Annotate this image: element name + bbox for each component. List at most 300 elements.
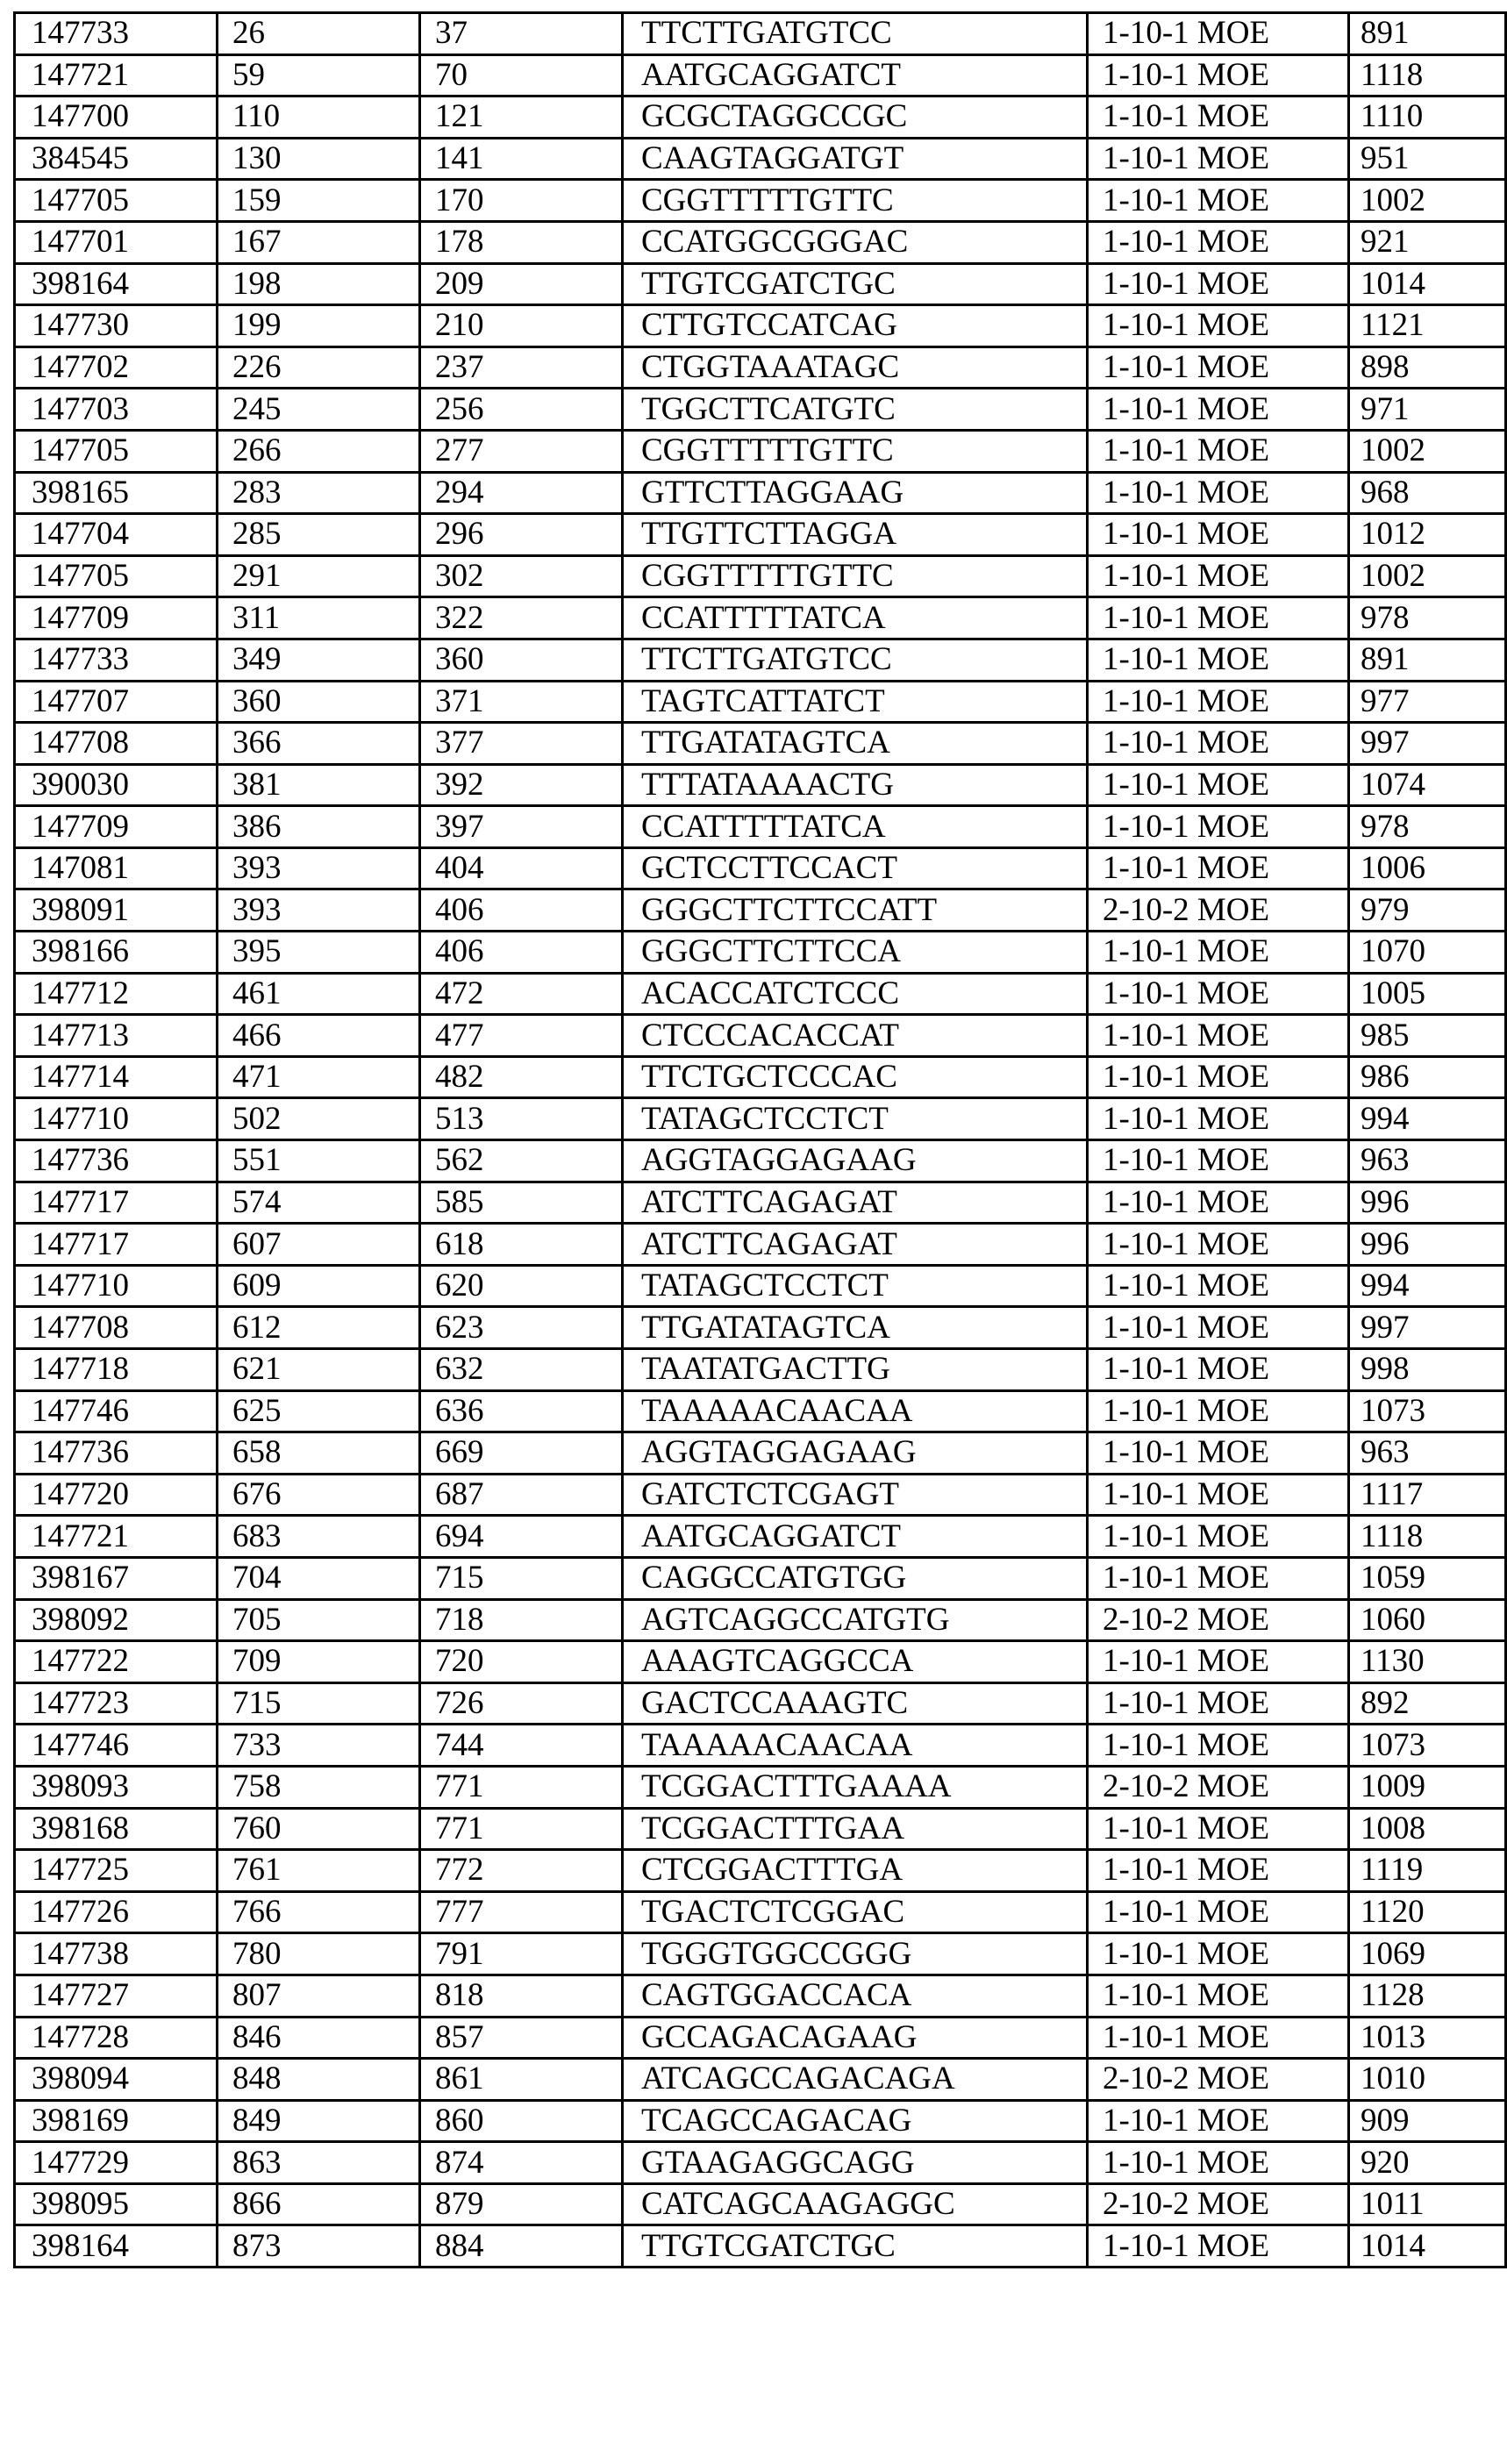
table-row (15, 2100, 1506, 2142)
target-stop-cell: 210 (420, 305, 623, 347)
isis-number-cell: 147708 (15, 723, 218, 765)
sequence-cell: TTGATATAGTCA (623, 723, 1088, 765)
sequence-cell: CCATTTTTATCA (623, 806, 1088, 848)
motif-cell: 2-10-2 MOE (1088, 889, 1349, 932)
seq-id-cell: 891 (1349, 13, 1506, 55)
motif-cell: 1-10-1 MOE (1088, 138, 1349, 180)
sequence-cell: TTTATAAAACTG (623, 764, 1088, 806)
isis-number-cell: 147708 (15, 1307, 218, 1349)
target-stop-cell: 406 (420, 932, 623, 974)
target-stop-cell: 482 (420, 1056, 623, 1098)
sequence-cell: TCAGCCAGACAG (623, 2100, 1088, 2142)
seq-id-cell: 921 (1349, 221, 1506, 263)
seq-id-cell: 891 (1349, 639, 1506, 681)
motif-cell: 1-10-1 MOE (1088, 555, 1349, 597)
sequence-cell: TATAGCTCCTCT (623, 1098, 1088, 1140)
target-stop-cell: 772 (420, 1850, 623, 1892)
motif-cell: 1-10-1 MOE (1088, 1432, 1349, 1475)
seq-id-cell: 1070 (1349, 932, 1506, 974)
table-row (15, 180, 1506, 222)
isis-number-cell: 147713 (15, 1015, 218, 1057)
isis-number-cell: 390030 (15, 764, 218, 806)
motif-cell: 1-10-1 MOE (1088, 681, 1349, 723)
target-stop-cell: 585 (420, 1182, 623, 1224)
target-stop-cell: 377 (420, 723, 623, 765)
sequence-cell: TGACTCTCGGAC (623, 1891, 1088, 1933)
motif-cell: 1-10-1 MOE (1088, 1850, 1349, 1892)
target-start-cell: 466 (218, 1015, 420, 1057)
sequence-cell: CAGTGGACCACA (623, 1975, 1088, 2017)
isis-number-cell: 147710 (15, 1265, 218, 1307)
target-start-cell: 846 (218, 2017, 420, 2059)
table-row (15, 2183, 1506, 2225)
table-row (15, 1933, 1506, 1975)
target-stop-cell: 406 (420, 889, 623, 932)
sequence-cell: TGGGTGGCCGGG (623, 1933, 1088, 1975)
target-stop-cell: 277 (420, 430, 623, 472)
isis-number-cell: 147081 (15, 847, 218, 889)
motif-cell: 1-10-1 MOE (1088, 639, 1349, 681)
seq-id-cell: 1002 (1349, 180, 1506, 222)
motif-cell: 2-10-2 MOE (1088, 1766, 1349, 1808)
sequence-cell: CTCGGACTTTGA (623, 1850, 1088, 1892)
table-body (15, 13, 1506, 2268)
target-stop-cell: 296 (420, 514, 623, 556)
sequence-cell: TGGCTTCATGTC (623, 389, 1088, 431)
isis-number-cell: 147704 (15, 514, 218, 556)
isis-number-cell: 398169 (15, 2100, 218, 2142)
sequence-cell: CGGTTTTTGTTC (623, 180, 1088, 222)
seq-id-cell: 1119 (1349, 1850, 1506, 1892)
motif-cell: 2-10-2 MOE (1088, 1599, 1349, 1641)
table-row (15, 1641, 1506, 1683)
table-row (15, 1975, 1506, 2017)
isis-number-cell: 147725 (15, 1850, 218, 1892)
target-stop-cell: 513 (420, 1098, 623, 1140)
seq-id-cell: 1014 (1349, 263, 1506, 305)
table-row (15, 1182, 1506, 1224)
motif-cell: 1-10-1 MOE (1088, 96, 1349, 139)
seq-id-cell: 1012 (1349, 514, 1506, 556)
isis-number-cell: 398168 (15, 1808, 218, 1850)
target-start-cell: 863 (218, 2142, 420, 2184)
target-stop-cell: 178 (420, 221, 623, 263)
motif-cell: 1-10-1 MOE (1088, 1056, 1349, 1098)
target-stop-cell: 874 (420, 2142, 623, 2184)
motif-cell: 1-10-1 MOE (1088, 1516, 1349, 1558)
seq-id-cell: 997 (1349, 1307, 1506, 1349)
target-start-cell: 291 (218, 555, 420, 597)
sequence-cell: GTTCTTAGGAAG (623, 472, 1088, 514)
target-start-cell: 26 (218, 13, 420, 55)
table-row (15, 1140, 1506, 1182)
isis-number-cell: 147730 (15, 305, 218, 347)
table-row (15, 973, 1506, 1015)
target-start-cell: 807 (218, 1975, 420, 2017)
motif-cell: 2-10-2 MOE (1088, 2059, 1349, 2101)
table-row (15, 1599, 1506, 1641)
target-stop-cell: 141 (420, 138, 623, 180)
table-row (15, 96, 1506, 139)
sequence-cell: CAGGCCATGTGG (623, 1557, 1088, 1599)
table-row (15, 472, 1506, 514)
target-start-cell: 471 (218, 1056, 420, 1098)
target-stop-cell: 322 (420, 597, 623, 639)
table-row (15, 1682, 1506, 1725)
seq-id-cell: 978 (1349, 597, 1506, 639)
seq-id-cell: 968 (1349, 472, 1506, 514)
target-stop-cell: 37 (420, 13, 623, 55)
target-stop-cell: 70 (420, 54, 623, 96)
table-row (15, 305, 1506, 347)
table-row (15, 1808, 1506, 1850)
table-row (15, 1056, 1506, 1098)
isis-number-cell: 147733 (15, 639, 218, 681)
isis-number-cell: 147733 (15, 13, 218, 55)
isis-number-cell: 398094 (15, 2059, 218, 2101)
sequence-cell: GTAAGAGGCAGG (623, 2142, 1088, 2184)
isis-number-cell: 147726 (15, 1891, 218, 1933)
table-row (15, 1307, 1506, 1349)
target-stop-cell: 632 (420, 1349, 623, 1391)
motif-cell: 1-10-1 MOE (1088, 806, 1349, 848)
motif-cell: 1-10-1 MOE (1088, 263, 1349, 305)
seq-id-cell: 996 (1349, 1182, 1506, 1224)
sequence-cell: TAAAAACAACAA (623, 1725, 1088, 1767)
table-row (15, 1432, 1506, 1475)
motif-cell: 1-10-1 MOE (1088, 1725, 1349, 1767)
table-row (15, 430, 1506, 472)
motif-cell: 1-10-1 MOE (1088, 723, 1349, 765)
seq-id-cell: 920 (1349, 2142, 1506, 2184)
isis-number-cell: 147703 (15, 389, 218, 431)
isis-number-cell: 147736 (15, 1140, 218, 1182)
table-row (15, 2017, 1506, 2059)
motif-cell: 2-10-2 MOE (1088, 2183, 1349, 2225)
target-start-cell: 607 (218, 1224, 420, 1266)
seq-id-cell: 909 (1349, 2100, 1506, 2142)
target-stop-cell: 302 (420, 555, 623, 597)
target-start-cell: 715 (218, 1682, 420, 1725)
motif-cell: 1-10-1 MOE (1088, 2142, 1349, 2184)
motif-cell: 1-10-1 MOE (1088, 305, 1349, 347)
sequence-cell: ATCTTCAGAGAT (623, 1224, 1088, 1266)
target-stop-cell: 771 (420, 1766, 623, 1808)
target-stop-cell: 715 (420, 1557, 623, 1599)
target-start-cell: 761 (218, 1850, 420, 1892)
seq-id-cell: 1014 (1349, 2225, 1506, 2268)
isis-number-cell: 147717 (15, 1182, 218, 1224)
target-stop-cell: 562 (420, 1140, 623, 1182)
table-row (15, 1349, 1506, 1391)
motif-cell: 1-10-1 MOE (1088, 2017, 1349, 2059)
seq-id-cell: 986 (1349, 1056, 1506, 1098)
target-start-cell: 709 (218, 1641, 420, 1683)
motif-cell: 1-10-1 MOE (1088, 2100, 1349, 2142)
isis-number-cell: 398093 (15, 1766, 218, 1808)
target-stop-cell: 618 (420, 1224, 623, 1266)
table-row (15, 13, 1506, 55)
target-stop-cell: 170 (420, 180, 623, 222)
isis-number-cell: 147717 (15, 1224, 218, 1266)
seq-id-cell: 1002 (1349, 430, 1506, 472)
isis-number-cell: 147714 (15, 1056, 218, 1098)
isis-number-cell: 398164 (15, 263, 218, 305)
isis-number-cell: 398167 (15, 1557, 218, 1599)
sequence-cell: TTGATATAGTCA (623, 1307, 1088, 1349)
sequence-cell: TATAGCTCCTCT (623, 1265, 1088, 1307)
target-start-cell: 130 (218, 138, 420, 180)
table-row (15, 1557, 1506, 1599)
target-start-cell: 849 (218, 2100, 420, 2142)
sequence-cell: GGGCTTCTTCCA (623, 932, 1088, 974)
target-stop-cell: 669 (420, 1432, 623, 1475)
isis-number-cell: 147746 (15, 1390, 218, 1432)
motif-cell: 1-10-1 MOE (1088, 847, 1349, 889)
sequence-cell: CGGTTTTTGTTC (623, 430, 1088, 472)
motif-cell: 1-10-1 MOE (1088, 1349, 1349, 1391)
isis-number-cell: 384545 (15, 138, 218, 180)
seq-id-cell: 971 (1349, 389, 1506, 431)
table-row (15, 1224, 1506, 1266)
target-stop-cell: 237 (420, 346, 623, 389)
target-start-cell: 366 (218, 723, 420, 765)
isis-number-cell: 147723 (15, 1682, 218, 1725)
seq-id-cell: 1011 (1349, 2183, 1506, 2225)
table-row (15, 1725, 1506, 1767)
motif-cell: 1-10-1 MOE (1088, 54, 1349, 96)
isis-number-cell: 147718 (15, 1349, 218, 1391)
sequence-cell: GATCTCTCGAGT (623, 1474, 1088, 1516)
motif-cell: 1-10-1 MOE (1088, 1390, 1349, 1432)
target-stop-cell: 726 (420, 1682, 623, 1725)
motif-cell: 1-10-1 MOE (1088, 389, 1349, 431)
isis-number-cell: 147728 (15, 2017, 218, 2059)
table-row (15, 1891, 1506, 1933)
table-row (15, 597, 1506, 639)
sequence-cell: ACACCATCTCCC (623, 973, 1088, 1015)
motif-cell: 1-10-1 MOE (1088, 1015, 1349, 1057)
isis-number-cell: 147705 (15, 555, 218, 597)
sequence-cell: CGGTTTTTGTTC (623, 555, 1088, 597)
target-stop-cell: 718 (420, 1599, 623, 1641)
motif-cell: 1-10-1 MOE (1088, 1557, 1349, 1599)
target-start-cell: 266 (218, 430, 420, 472)
seq-id-cell: 951 (1349, 138, 1506, 180)
target-start-cell: 226 (218, 346, 420, 389)
target-start-cell: 612 (218, 1307, 420, 1349)
sequence-cell: TTCTTGATGTCC (623, 639, 1088, 681)
target-stop-cell: 623 (420, 1307, 623, 1349)
table-row (15, 555, 1506, 597)
target-start-cell: 386 (218, 806, 420, 848)
target-start-cell: 311 (218, 597, 420, 639)
target-start-cell: 393 (218, 847, 420, 889)
seq-id-cell: 998 (1349, 1349, 1506, 1391)
target-stop-cell: 121 (420, 96, 623, 139)
table-row (15, 54, 1506, 96)
table-row (15, 2225, 1506, 2268)
sequence-cell: ATCTTCAGAGAT (623, 1182, 1088, 1224)
motif-cell: 1-10-1 MOE (1088, 1182, 1349, 1224)
target-start-cell: 461 (218, 973, 420, 1015)
isis-number-cell: 147702 (15, 346, 218, 389)
seq-id-cell: 1073 (1349, 1390, 1506, 1432)
table-row (15, 806, 1506, 848)
target-stop-cell: 371 (420, 681, 623, 723)
target-start-cell: 167 (218, 221, 420, 263)
isis-number-cell: 147738 (15, 1933, 218, 1975)
seq-id-cell: 1009 (1349, 1766, 1506, 1808)
sequence-cell: CCATTTTTATCA (623, 597, 1088, 639)
table-row (15, 1850, 1506, 1892)
seq-id-cell: 994 (1349, 1265, 1506, 1307)
sequence-cell: TTGTCGATCTGC (623, 2225, 1088, 2268)
target-stop-cell: 771 (420, 1808, 623, 1850)
motif-cell: 1-10-1 MOE (1088, 1975, 1349, 2017)
sequence-cell: AGGTAGGAGAAG (623, 1432, 1088, 1475)
motif-cell: 1-10-1 MOE (1088, 2225, 1349, 2268)
isis-number-cell: 147700 (15, 96, 218, 139)
isis-number-cell: 147720 (15, 1474, 218, 1516)
target-start-cell: 198 (218, 263, 420, 305)
motif-cell: 1-10-1 MOE (1088, 221, 1349, 263)
target-stop-cell: 687 (420, 1474, 623, 1516)
seq-id-cell: 1118 (1349, 1516, 1506, 1558)
sequence-cell: TAAAAACAACAA (623, 1390, 1088, 1432)
motif-cell: 1-10-1 MOE (1088, 1641, 1349, 1683)
motif-cell: 1-10-1 MOE (1088, 13, 1349, 55)
target-start-cell: 110 (218, 96, 420, 139)
target-start-cell: 245 (218, 389, 420, 431)
table-row (15, 389, 1506, 431)
sequence-cell: GCTCCTTCCACT (623, 847, 1088, 889)
isis-number-cell: 147746 (15, 1725, 218, 1767)
target-stop-cell: 857 (420, 2017, 623, 2059)
target-stop-cell: 209 (420, 263, 623, 305)
motif-cell: 1-10-1 MOE (1088, 1474, 1349, 1516)
sequence-cell: AAAGTCAGGCCA (623, 1641, 1088, 1683)
target-stop-cell: 360 (420, 639, 623, 681)
target-start-cell: 758 (218, 1766, 420, 1808)
motif-cell: 1-10-1 MOE (1088, 1098, 1349, 1140)
sequence-cell: GACTCCAAAGTC (623, 1682, 1088, 1725)
sequence-cell: TCGGACTTTGAAAA (623, 1766, 1088, 1808)
sequence-cell: CATCAGCAAGAGGC (623, 2183, 1088, 2225)
target-start-cell: 502 (218, 1098, 420, 1140)
isis-number-cell: 398165 (15, 472, 218, 514)
target-stop-cell: 860 (420, 2100, 623, 2142)
motif-cell: 1-10-1 MOE (1088, 1140, 1349, 1182)
seq-id-cell: 1010 (1349, 2059, 1506, 2101)
target-stop-cell: 397 (420, 806, 623, 848)
motif-cell: 1-10-1 MOE (1088, 430, 1349, 472)
seq-id-cell: 1013 (1349, 2017, 1506, 2059)
seq-id-cell: 1128 (1349, 1975, 1506, 2017)
isis-number-cell: 147705 (15, 430, 218, 472)
seq-id-cell: 1118 (1349, 54, 1506, 96)
target-start-cell: 683 (218, 1516, 420, 1558)
seq-id-cell: 978 (1349, 806, 1506, 848)
motif-cell: 1-10-1 MOE (1088, 1891, 1349, 1933)
seq-id-cell: 1069 (1349, 1933, 1506, 1975)
target-start-cell: 381 (218, 764, 420, 806)
target-start-cell: 625 (218, 1390, 420, 1432)
sequence-cell: AATGCAGGATCT (623, 1516, 1088, 1558)
sequence-cell: AATGCAGGATCT (623, 54, 1088, 96)
isis-number-cell: 398091 (15, 889, 218, 932)
target-start-cell: 285 (218, 514, 420, 556)
target-stop-cell: 777 (420, 1891, 623, 1933)
sequence-cell: CTTGTCCATCAG (623, 305, 1088, 347)
sequence-cell: TAGTCATTATCT (623, 681, 1088, 723)
table-row (15, 1390, 1506, 1432)
target-start-cell: 705 (218, 1599, 420, 1641)
table-row (15, 1098, 1506, 1140)
table-row (15, 1516, 1506, 1558)
isis-number-cell: 147710 (15, 1098, 218, 1140)
sequence-cell: CAAGTAGGATGT (623, 138, 1088, 180)
target-start-cell: 159 (218, 180, 420, 222)
target-start-cell: 551 (218, 1140, 420, 1182)
table-row (15, 847, 1506, 889)
isis-number-cell: 398092 (15, 1599, 218, 1641)
target-start-cell: 349 (218, 639, 420, 681)
target-stop-cell: 294 (420, 472, 623, 514)
target-stop-cell: 392 (420, 764, 623, 806)
sequence-cell: TTCTTGATGTCC (623, 13, 1088, 55)
isis-number-cell: 147721 (15, 1516, 218, 1558)
seq-id-cell: 997 (1349, 723, 1506, 765)
sequence-cell: TCGGACTTTGAA (623, 1808, 1088, 1850)
isis-number-cell: 147709 (15, 806, 218, 848)
isis-number-cell: 147707 (15, 681, 218, 723)
table-row (15, 221, 1506, 263)
target-start-cell: 621 (218, 1349, 420, 1391)
seq-id-cell: 1005 (1349, 973, 1506, 1015)
table-row (15, 1015, 1506, 1057)
seq-id-cell: 1121 (1349, 305, 1506, 347)
motif-cell: 1-10-1 MOE (1088, 1265, 1349, 1307)
target-stop-cell: 744 (420, 1725, 623, 1767)
seq-id-cell: 1059 (1349, 1557, 1506, 1599)
sequence-cell: ATCAGCCAGACAGA (623, 2059, 1088, 2101)
seq-id-cell: 985 (1349, 1015, 1506, 1057)
table-row (15, 2059, 1506, 2101)
sequence-cell: CCATGGCGGGAC (623, 221, 1088, 263)
table-row (15, 514, 1506, 556)
seq-id-cell: 963 (1349, 1140, 1506, 1182)
table-row (15, 138, 1506, 180)
seq-id-cell: 1110 (1349, 96, 1506, 139)
seq-id-cell: 1117 (1349, 1474, 1506, 1516)
table-row (15, 1766, 1506, 1808)
seq-id-cell: 1008 (1349, 1808, 1506, 1850)
oligonucleotide-table (13, 11, 1507, 2268)
target-start-cell: 283 (218, 472, 420, 514)
seq-id-cell: 1006 (1349, 847, 1506, 889)
sequence-cell: CTGGTAAATAGC (623, 346, 1088, 389)
table-row (15, 723, 1506, 765)
isis-number-cell: 147722 (15, 1641, 218, 1683)
target-stop-cell: 477 (420, 1015, 623, 1057)
motif-cell: 1-10-1 MOE (1088, 932, 1349, 974)
sequence-cell: TAATATGACTTG (623, 1349, 1088, 1391)
isis-number-cell: 147705 (15, 180, 218, 222)
target-start-cell: 760 (218, 1808, 420, 1850)
seq-id-cell: 892 (1349, 1682, 1506, 1725)
motif-cell: 1-10-1 MOE (1088, 514, 1349, 556)
